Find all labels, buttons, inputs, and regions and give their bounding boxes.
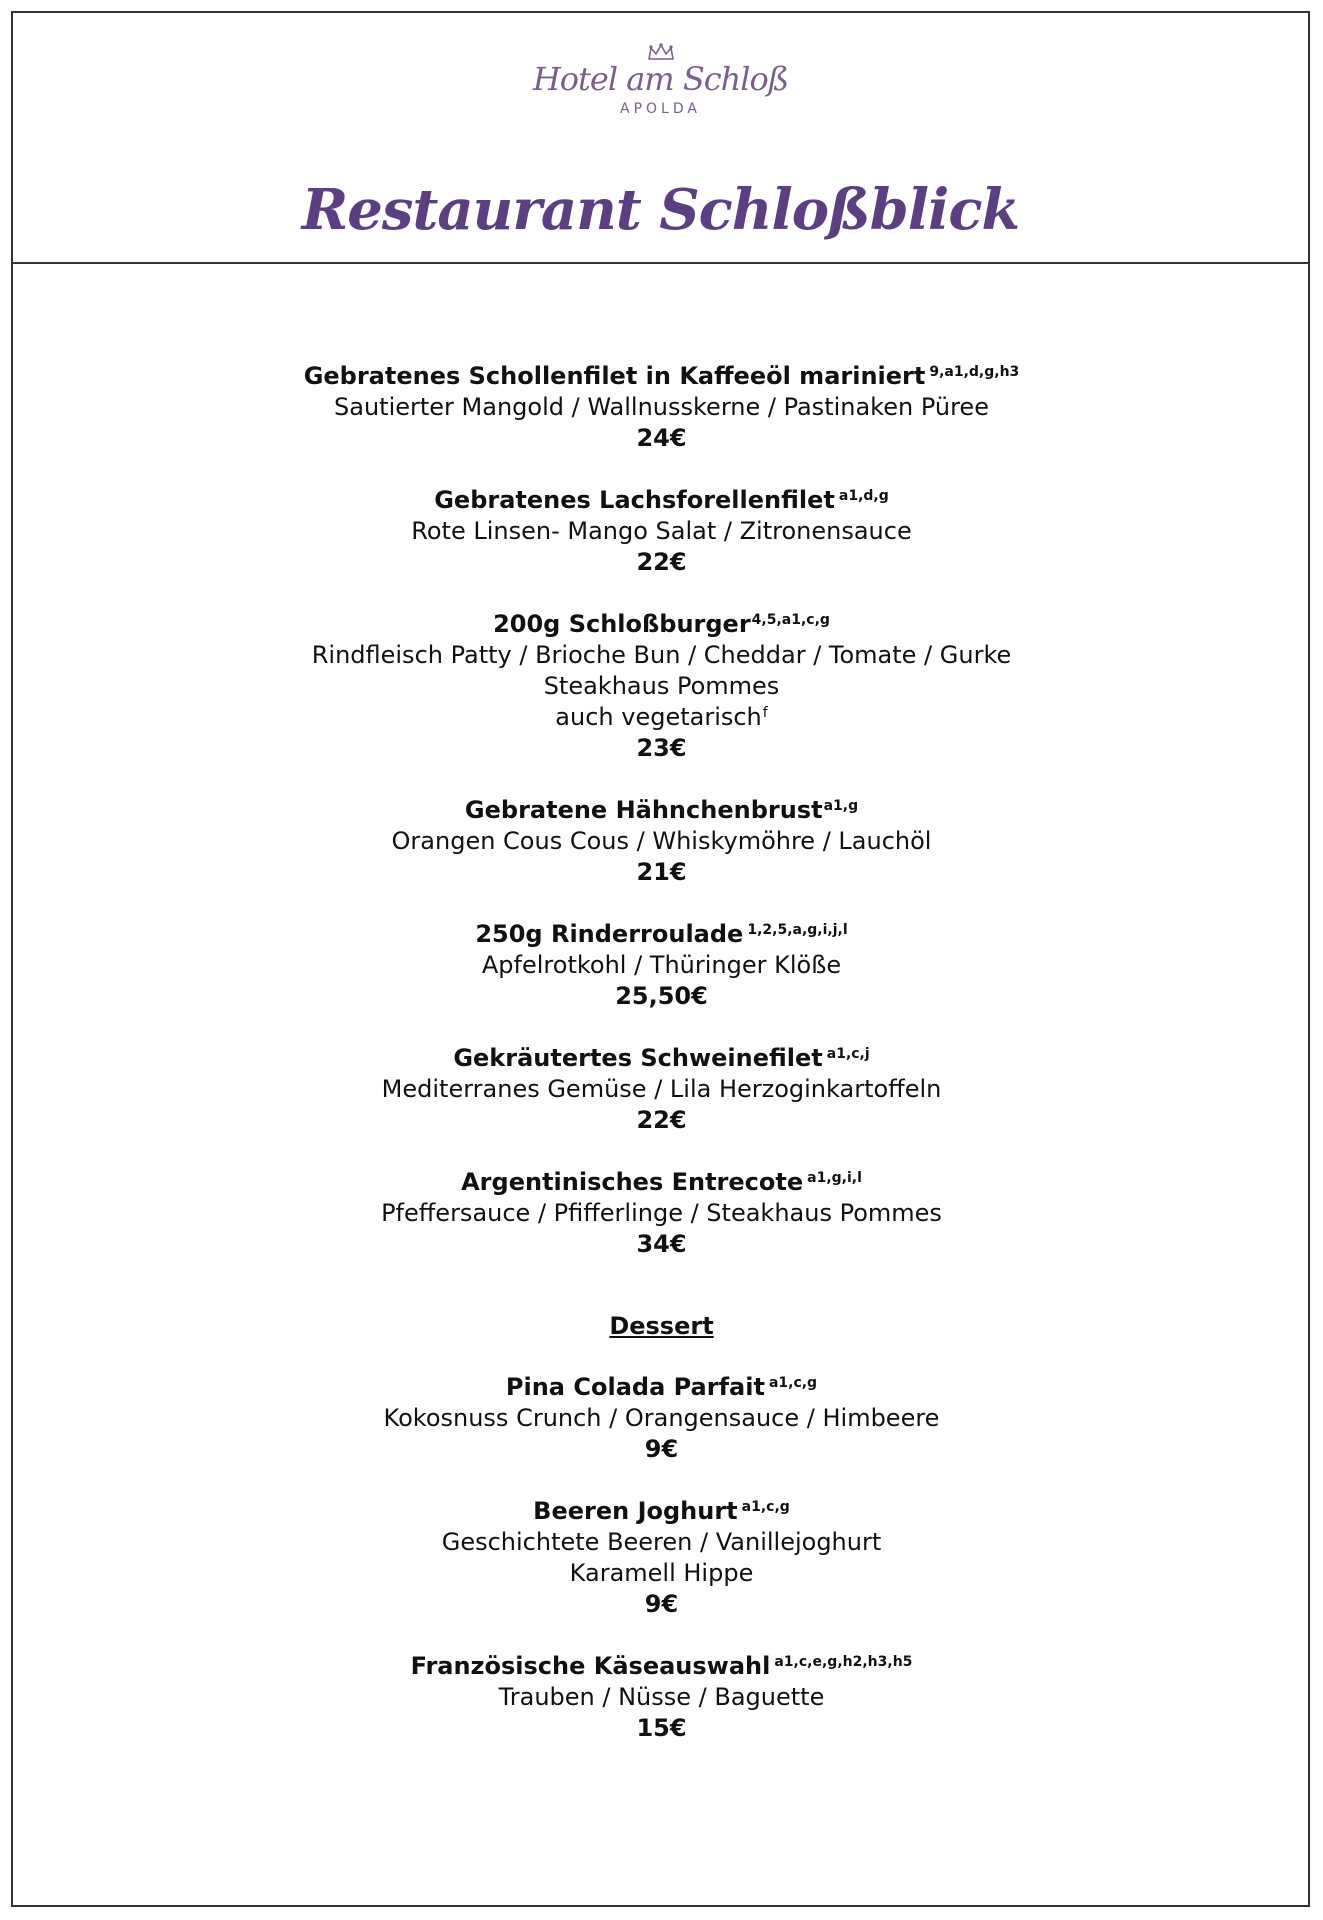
dish-title xyxy=(0,1651,1323,1682)
dish-name: Gebratenes Schollenfilet in Kaffeeöl mariniert xyxy=(303,362,926,390)
menu-item xyxy=(0,1043,1323,1136)
dish-description: Mediterranes Gemüse / Lila Herzoginkartoffeln xyxy=(381,1075,942,1103)
hotel-logo-text: Hotel am Schloß xyxy=(532,60,789,98)
allergen-codes: a1,g xyxy=(823,798,859,814)
dessert-list xyxy=(0,1372,1323,1744)
dish-price: 22€ xyxy=(636,548,687,576)
allergen-codes: a1,c,g xyxy=(768,1375,818,1391)
dish-title xyxy=(0,795,1323,826)
dish-price: 34€ xyxy=(636,1230,687,1258)
dish-name: Argentinisches Entrecote xyxy=(461,1168,804,1196)
menu-content xyxy=(0,361,1323,1775)
menu-item xyxy=(0,795,1323,888)
allergen-codes: a1,c,j xyxy=(826,1046,870,1062)
dish-name: 200g Schloßburger xyxy=(493,610,751,638)
dish-description: Kokosnuss Crunch / Orangensauce / Himbeere xyxy=(383,1404,940,1432)
dish-description: Apfelrotkohl / Thüringer Klöße xyxy=(481,951,842,979)
dish-price: 24€ xyxy=(636,424,687,452)
dish-price: 22€ xyxy=(636,1106,687,1134)
dish-title xyxy=(0,1496,1323,1527)
dish-title xyxy=(0,1372,1323,1403)
menu-item xyxy=(0,1496,1323,1620)
menu-item xyxy=(0,1651,1323,1744)
dish-price: 21€ xyxy=(636,858,687,886)
dish-name: Beeren Joghurt xyxy=(533,1497,738,1525)
menu-item xyxy=(0,609,1323,764)
menu-item xyxy=(0,1372,1323,1465)
allergen-codes: 4,5,a1,c,g xyxy=(751,612,830,628)
option-text: auch vegetarisch xyxy=(555,703,762,731)
dish-name: Gebratenes Lachsforellenfilet xyxy=(434,486,835,514)
main-dish-list xyxy=(0,361,1323,1260)
dish-title xyxy=(0,1167,1323,1198)
dish-title xyxy=(0,485,1323,516)
menu-item xyxy=(0,919,1323,1012)
dish-description: Karamell Hippe xyxy=(569,1559,754,1587)
dish-price: 9€ xyxy=(644,1435,679,1463)
dish-description: Sautierter Mangold / Wallnusskerne / Pastinaken Püree xyxy=(334,393,989,421)
option-note: f xyxy=(762,705,768,721)
dish-option xyxy=(0,702,1323,733)
dish-price: 25,50€ xyxy=(615,982,708,1010)
crown-icon xyxy=(647,43,675,61)
allergen-codes: 1,2,5,a,g,i,j,l xyxy=(747,922,848,938)
restaurant-title: Restaurant Schloßblick xyxy=(301,177,1020,243)
dish-title xyxy=(0,1043,1323,1074)
allergen-codes: a1,c,g xyxy=(741,1499,790,1515)
hotel-city: APOLDA xyxy=(620,101,701,117)
dish-description: Trauben / Nüsse / Baguette xyxy=(498,1683,825,1711)
dish-name: 250g Rinderroulade xyxy=(475,920,744,948)
dish-price: 23€ xyxy=(636,734,687,762)
menu-item xyxy=(0,1167,1323,1260)
dish-title xyxy=(0,609,1323,640)
dish-description: Orangen Cous Cous / Whiskymöhre / Lauchöl xyxy=(391,827,932,855)
menu-item xyxy=(0,361,1323,454)
dish-name: Pina Colada Parfait xyxy=(505,1373,765,1401)
dish-title xyxy=(0,361,1323,392)
dish-name: Gekräutertes Schweinefilet xyxy=(453,1044,823,1072)
dish-name: Französische Käseauswahl xyxy=(410,1652,771,1680)
allergen-codes: a1,c,e,g,h2,h3,h5 xyxy=(774,1654,913,1670)
menu-header xyxy=(13,13,1308,264)
allergen-codes: 9,a1,d,g,h3 xyxy=(929,364,1020,380)
menu-item xyxy=(0,485,1323,578)
allergen-codes: a1,d,g xyxy=(838,488,889,504)
dish-description: Rindfleisch Patty / Brioche Bun / Cheddar / Tomate / Gurke xyxy=(311,641,1012,669)
dish-name: Gebratene Hähnchenbrust xyxy=(464,796,823,824)
hotel-logo xyxy=(13,43,1308,117)
dish-price: 15€ xyxy=(636,1714,687,1742)
dish-description: Rote Linsen- Mango Salat / Zitronensauce xyxy=(411,517,912,545)
dish-description: Steakhaus Pommes xyxy=(543,672,780,700)
allergen-codes: a1,g,i,l xyxy=(807,1170,862,1186)
dessert-heading: Dessert xyxy=(609,1312,714,1340)
dish-description: Pfeffersauce / Pfifferlinge / Steakhaus Pommes xyxy=(381,1199,942,1227)
dish-price: 9€ xyxy=(644,1590,679,1618)
dish-description: Geschichtete Beeren / Vanillejoghurt xyxy=(441,1528,882,1556)
dish-title xyxy=(0,919,1323,950)
